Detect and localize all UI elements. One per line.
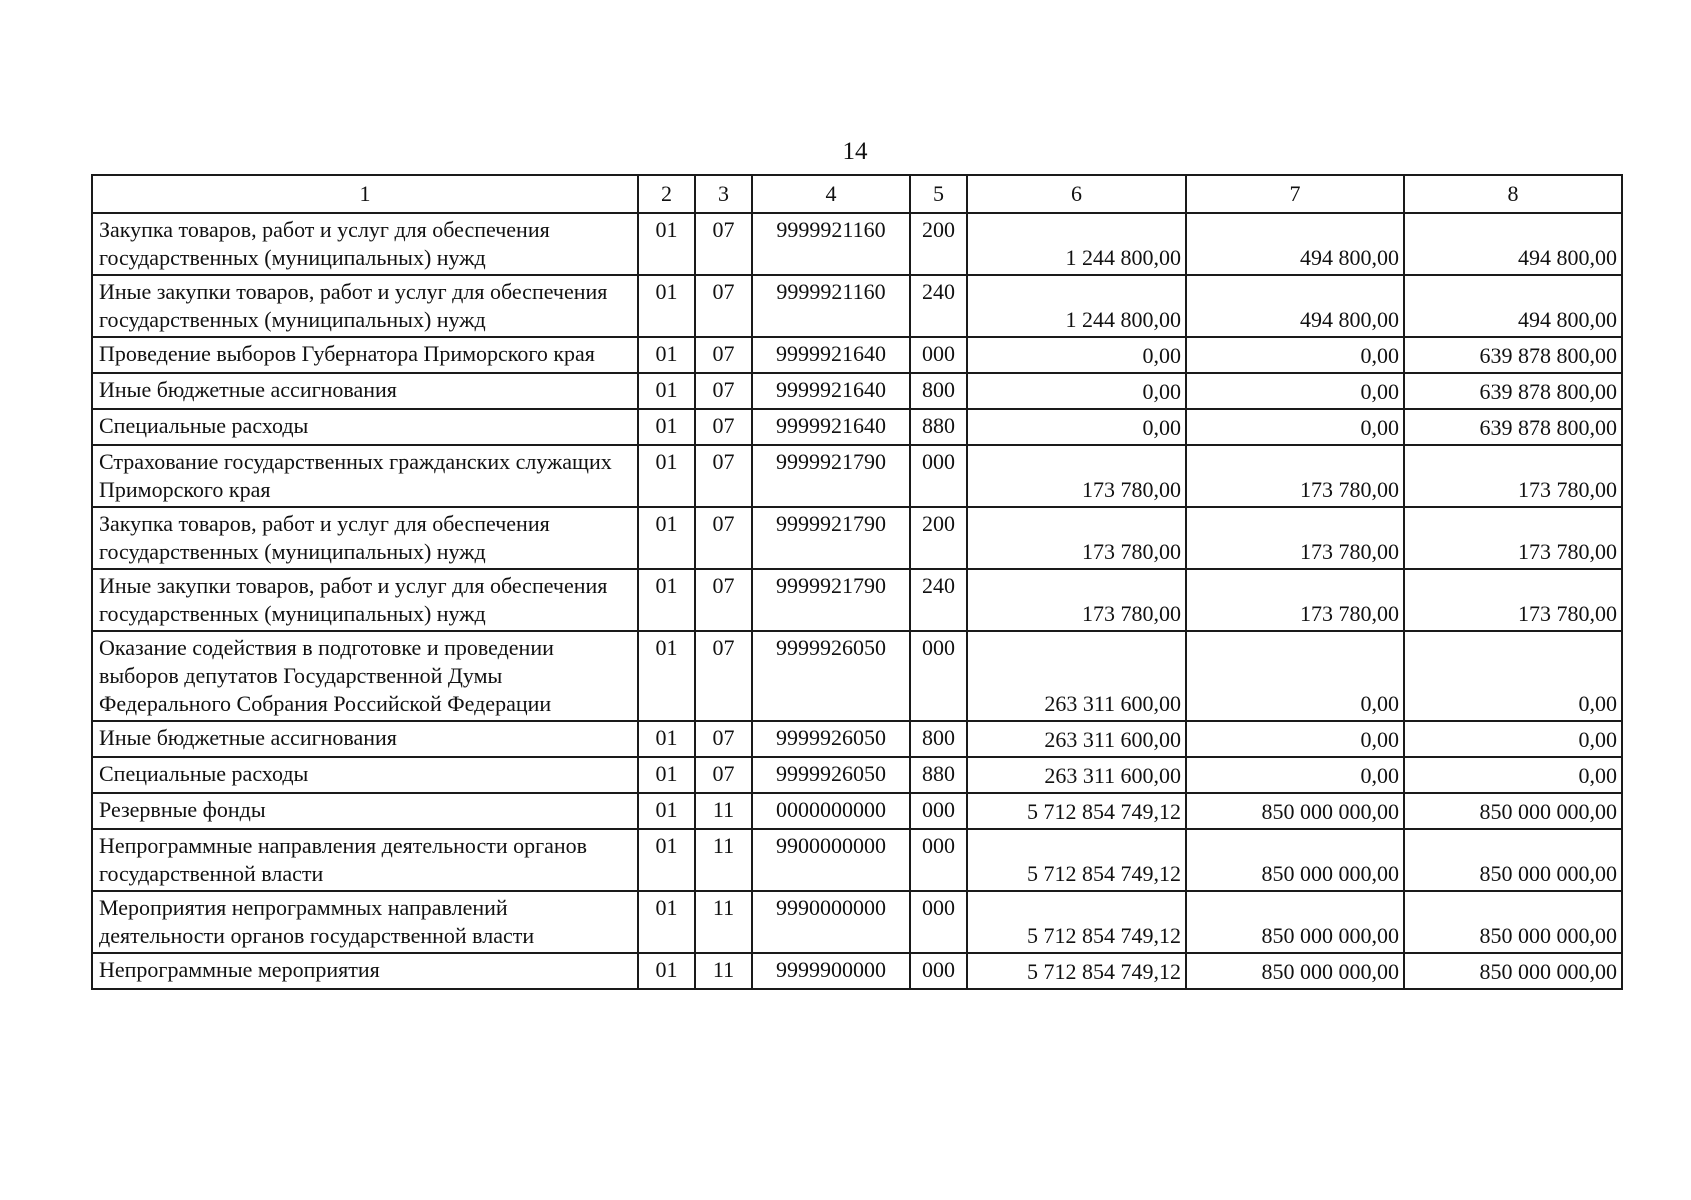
subsection-code-cell: 11 <box>695 829 752 891</box>
amount-col7-cell: 173 780,00 <box>1186 569 1404 631</box>
expense-type-cell: 800 <box>910 373 967 409</box>
target-article-cell: 0000000000 <box>752 793 910 829</box>
amount-col6-cell: 263 311 600,00 <box>967 757 1186 793</box>
table-row <box>92 373 1622 409</box>
amount-col8-cell: 494 800,00 <box>1404 213 1622 275</box>
column-header: 2 <box>638 175 695 213</box>
subsection-code-cell: 07 <box>695 409 752 445</box>
row-name-cell: Непрограммные мероприятия <box>92 953 638 989</box>
target-article-cell: 9999921640 <box>752 373 910 409</box>
page-number: 14 <box>842 138 868 165</box>
target-article-cell: 9999921160 <box>752 213 910 275</box>
row-name-cell: Специальные расходы <box>92 409 638 445</box>
column-number-row <box>92 175 1622 213</box>
section-code-cell: 01 <box>638 793 695 829</box>
amount-col8-cell: 0,00 <box>1404 631 1622 721</box>
amount-col6-cell: 0,00 <box>967 373 1186 409</box>
expense-type-cell: 000 <box>910 829 967 891</box>
expense-type-cell: 240 <box>910 569 967 631</box>
section-code-cell: 01 <box>638 569 695 631</box>
section-code-cell: 01 <box>638 507 695 569</box>
amount-col7-cell: 494 800,00 <box>1186 275 1404 337</box>
amount-col6-cell: 5 712 854 749,12 <box>967 793 1186 829</box>
row-name-cell: Резервные фонды <box>92 793 638 829</box>
expense-type-cell: 200 <box>910 213 967 275</box>
subsection-code-cell: 07 <box>695 275 752 337</box>
row-name-cell: Проведение выборов Губернатора Приморского края <box>92 337 638 373</box>
amount-col7-cell: 850 000 000,00 <box>1186 829 1404 891</box>
target-article-cell: 9999921640 <box>752 337 910 373</box>
subsection-code-cell: 07 <box>695 507 752 569</box>
amount-col8-cell: 0,00 <box>1404 757 1622 793</box>
amount-col7-cell: 0,00 <box>1186 337 1404 373</box>
amount-col6-cell: 173 780,00 <box>967 569 1186 631</box>
section-code-cell: 01 <box>638 829 695 891</box>
amount-col6-cell: 5 712 854 749,12 <box>967 829 1186 891</box>
amount-col6-cell: 0,00 <box>967 337 1186 373</box>
expense-type-cell: 000 <box>910 953 967 989</box>
table-row <box>92 829 1622 891</box>
expense-type-cell: 800 <box>910 721 967 757</box>
row-name-cell: Иные бюджетные ассигнования <box>92 373 638 409</box>
table-row <box>92 213 1622 275</box>
amount-col7-cell: 850 000 000,00 <box>1186 891 1404 953</box>
amount-col6-cell: 173 780,00 <box>967 507 1186 569</box>
target-article-cell: 9999921790 <box>752 569 910 631</box>
expense-type-cell: 200 <box>910 507 967 569</box>
expense-type-cell: 000 <box>910 445 967 507</box>
table-row <box>92 569 1622 631</box>
column-header: 5 <box>910 175 967 213</box>
section-code-cell: 01 <box>638 275 695 337</box>
subsection-code-cell: 07 <box>695 213 752 275</box>
subsection-code-cell: 11 <box>695 891 752 953</box>
amount-col7-cell: 173 780,00 <box>1186 507 1404 569</box>
table-row <box>92 275 1622 337</box>
amount-col7-cell: 0,00 <box>1186 721 1404 757</box>
subsection-code-cell: 07 <box>695 569 752 631</box>
section-code-cell: 01 <box>638 337 695 373</box>
table-row <box>92 337 1622 373</box>
section-code-cell: 01 <box>638 213 695 275</box>
amount-col8-cell: 850 000 000,00 <box>1404 829 1622 891</box>
amount-col6-cell: 5 712 854 749,12 <box>967 891 1186 953</box>
table-row <box>92 507 1622 569</box>
section-code-cell: 01 <box>638 891 695 953</box>
amount-col8-cell: 173 780,00 <box>1404 507 1622 569</box>
table-row <box>92 721 1622 757</box>
section-code-cell: 01 <box>638 721 695 757</box>
table-body <box>92 213 1622 989</box>
section-code-cell: 01 <box>638 953 695 989</box>
target-article-cell: 9999921790 <box>752 507 910 569</box>
amount-col7-cell: 0,00 <box>1186 409 1404 445</box>
expense-type-cell: 240 <box>910 275 967 337</box>
amount-col8-cell: 639 878 800,00 <box>1404 373 1622 409</box>
amount-col8-cell: 850 000 000,00 <box>1404 891 1622 953</box>
section-code-cell: 01 <box>638 445 695 507</box>
subsection-code-cell: 07 <box>695 445 752 507</box>
target-article-cell: 9900000000 <box>752 829 910 891</box>
expense-type-cell: 000 <box>910 631 967 721</box>
subsection-code-cell: 07 <box>695 631 752 721</box>
expense-type-cell: 880 <box>910 757 967 793</box>
target-article-cell: 9999921640 <box>752 409 910 445</box>
amount-col8-cell: 0,00 <box>1404 721 1622 757</box>
amount-col8-cell: 639 878 800,00 <box>1404 337 1622 373</box>
row-name-cell: Непрограммные направления деятельности органов государственной власти <box>92 829 638 891</box>
subsection-code-cell: 07 <box>695 757 752 793</box>
amount-col8-cell: 639 878 800,00 <box>1404 409 1622 445</box>
amount-col6-cell: 263 311 600,00 <box>967 721 1186 757</box>
expense-type-cell: 000 <box>910 793 967 829</box>
row-name-cell: Страхование государственных гражданских служащих Приморского края <box>92 445 638 507</box>
table-row <box>92 953 1622 989</box>
column-header: 1 <box>92 175 638 213</box>
amount-col7-cell: 0,00 <box>1186 631 1404 721</box>
table-row <box>92 793 1622 829</box>
amount-col6-cell: 0,00 <box>967 409 1186 445</box>
amount-col8-cell: 494 800,00 <box>1404 275 1622 337</box>
section-code-cell: 01 <box>638 373 695 409</box>
column-header: 3 <box>695 175 752 213</box>
row-name-cell: Иные закупки товаров, работ и услуг для обеспечения государственных (муниципальных) нужд <box>92 569 638 631</box>
column-header: 7 <box>1186 175 1404 213</box>
row-name-cell: Оказание содействия в подготовке и проведении выборов депутатов Государственной Думы Федерального Собрания Российской Федерации <box>92 631 638 721</box>
budget-table <box>91 174 1623 990</box>
amount-col6-cell: 1 244 800,00 <box>967 275 1186 337</box>
column-header: 6 <box>967 175 1186 213</box>
amount-col7-cell: 850 000 000,00 <box>1186 793 1404 829</box>
table-row <box>92 757 1622 793</box>
section-code-cell: 01 <box>638 409 695 445</box>
subsection-code-cell: 07 <box>695 373 752 409</box>
target-article-cell: 9999900000 <box>752 953 910 989</box>
amount-col6-cell: 5 712 854 749,12 <box>967 953 1186 989</box>
amount-col6-cell: 1 244 800,00 <box>967 213 1186 275</box>
amount-col8-cell: 173 780,00 <box>1404 445 1622 507</box>
row-name-cell: Закупка товаров, работ и услуг для обеспечения государственных (муниципальных) нужд <box>92 507 638 569</box>
subsection-code-cell: 07 <box>695 721 752 757</box>
amount-col7-cell: 494 800,00 <box>1186 213 1404 275</box>
amount-col7-cell: 0,00 <box>1186 757 1404 793</box>
table-row <box>92 409 1622 445</box>
column-header: 4 <box>752 175 910 213</box>
amount-col8-cell: 850 000 000,00 <box>1404 793 1622 829</box>
target-article-cell: 9999921160 <box>752 275 910 337</box>
target-article-cell: 9999926050 <box>752 631 910 721</box>
target-article-cell: 9999921790 <box>752 445 910 507</box>
row-name-cell: Мероприятия непрограммных направлений деятельности органов государственной власти <box>92 891 638 953</box>
table-row <box>92 891 1622 953</box>
subsection-code-cell: 11 <box>695 793 752 829</box>
target-article-cell: 9999926050 <box>752 721 910 757</box>
amount-col6-cell: 173 780,00 <box>967 445 1186 507</box>
expense-type-cell: 880 <box>910 409 967 445</box>
subsection-code-cell: 11 <box>695 953 752 989</box>
subsection-code-cell: 07 <box>695 337 752 373</box>
row-name-cell: Закупка товаров, работ и услуг для обеспечения государственных (муниципальных) нужд <box>92 213 638 275</box>
amount-col7-cell: 850 000 000,00 <box>1186 953 1404 989</box>
table-row <box>92 631 1622 721</box>
row-name-cell: Иные закупки товаров, работ и услуг для обеспечения государственных (муниципальных) нужд <box>92 275 638 337</box>
column-header: 8 <box>1404 175 1622 213</box>
table-row <box>92 445 1622 507</box>
target-article-cell: 9990000000 <box>752 891 910 953</box>
section-code-cell: 01 <box>638 757 695 793</box>
amount-col6-cell: 263 311 600,00 <box>967 631 1186 721</box>
amount-col8-cell: 173 780,00 <box>1404 569 1622 631</box>
section-code-cell: 01 <box>638 631 695 721</box>
row-name-cell: Иные бюджетные ассигнования <box>92 721 638 757</box>
expense-type-cell: 000 <box>910 891 967 953</box>
amount-col7-cell: 0,00 <box>1186 373 1404 409</box>
amount-col8-cell: 850 000 000,00 <box>1404 953 1622 989</box>
amount-col7-cell: 173 780,00 <box>1186 445 1404 507</box>
target-article-cell: 9999926050 <box>752 757 910 793</box>
expense-type-cell: 000 <box>910 337 967 373</box>
row-name-cell: Специальные расходы <box>92 757 638 793</box>
